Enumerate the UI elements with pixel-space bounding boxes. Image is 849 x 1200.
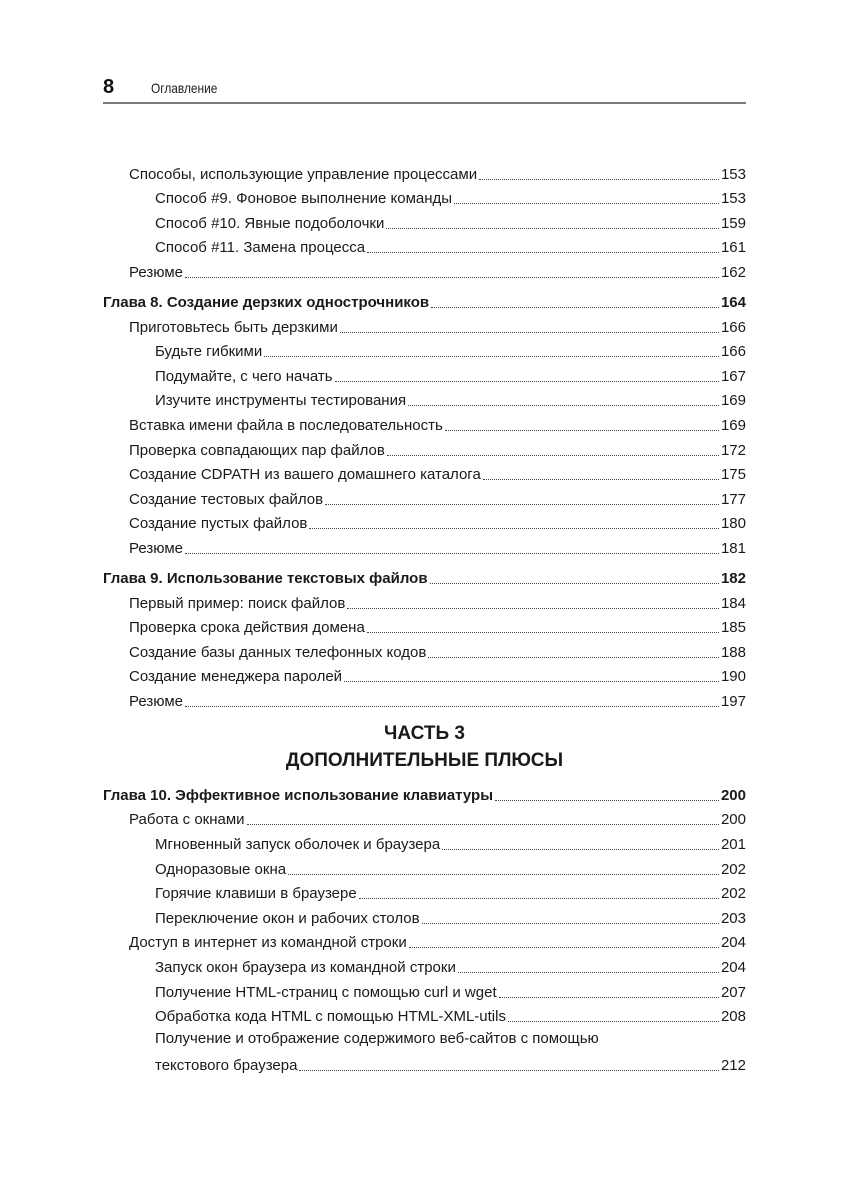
part-title: ДОПОЛНИТЕЛЬНЫЕ ПЛЮСЫ (285, 749, 564, 771)
leader-dots (508, 1021, 719, 1022)
toc-entry[interactable] (103, 953, 746, 978)
toc-section-bottom (103, 776, 746, 1027)
toc-entry[interactable] (103, 638, 746, 663)
toc-chapter-entry[interactable] (103, 776, 746, 806)
toc-entry-page: 153 (720, 190, 746, 208)
toc-entry[interactable] (103, 209, 746, 234)
toc-entry[interactable] (103, 806, 746, 831)
toc-entry-page: 175 (720, 466, 746, 484)
toc-entry-page: 197 (720, 692, 746, 710)
leader-dots (431, 307, 719, 308)
toc-entry-title: Доступ в интернет из командной строки (129, 934, 407, 952)
toc-entry-page: 172 (720, 441, 746, 459)
toc-entry[interactable] (103, 880, 746, 905)
toc-entry[interactable] (103, 614, 746, 639)
leader-dots (340, 332, 719, 333)
toc-entry-page: 162 (720, 263, 746, 281)
leader-dots (325, 504, 719, 505)
toc-entry-page: 180 (720, 515, 746, 533)
toc-entry-page: 164 (720, 293, 746, 311)
header-rule (103, 102, 746, 104)
toc-entry-title: Переключение окон и рабочих столов (155, 909, 420, 927)
leader-dots (386, 228, 719, 229)
toc-chapter-entry[interactable] (103, 559, 746, 589)
leader-dots (430, 583, 719, 584)
part-label: ЧАСТЬ 3 (384, 722, 465, 744)
toc-entry-page: 182 (720, 569, 746, 587)
leader-dots (408, 405, 719, 406)
toc-section-top (103, 160, 746, 712)
toc-entry[interactable] (103, 436, 746, 461)
toc-entry-title: Создание CDPATH из вашего домашнего каталога (129, 466, 481, 484)
leader-dots (442, 849, 719, 850)
toc-entry-title: Запуск окон браузера из командной строки (155, 959, 456, 977)
leader-dots (483, 479, 719, 480)
toc-entry-page: 161 (720, 239, 746, 257)
toc-entry-title: Создание базы данных телефонных кодов (129, 643, 427, 661)
toc-entry[interactable] (103, 313, 746, 338)
toc-chapter-entry[interactable] (103, 283, 746, 313)
toc-entry-page: 166 (720, 343, 746, 361)
toc-entry-title: Подумайте, с чего начать (155, 367, 333, 385)
toc-entry-title: Приготовьтесь быть дерзкими (129, 318, 338, 336)
toc-entry-title-line2: текстового браузера (155, 1057, 298, 1075)
toc-entry[interactable] (103, 461, 746, 486)
toc-entry-page: 202 (720, 860, 746, 878)
toc-entry[interactable] (103, 338, 746, 363)
toc-entry-title-line1: Получение и отображение содержимого веб-сайтов с помощью (155, 1030, 599, 1048)
leader-dots (335, 381, 719, 382)
toc-entry[interactable] (103, 929, 746, 954)
toc-entry[interactable] (103, 258, 746, 283)
leader-dots (288, 874, 719, 875)
toc-entry-title: Первый пример: поиск файлов (129, 594, 346, 612)
leader-dots (309, 528, 719, 529)
toc-entry-page: 200 (720, 786, 746, 804)
leader-dots (422, 923, 719, 924)
page-header (103, 74, 746, 104)
leader-dots (495, 800, 719, 801)
toc-entry[interactable] (103, 510, 746, 535)
toc-entry-title: Глава 8. Создание дерзких однострочников (103, 293, 430, 311)
toc-entry-page: 169 (720, 416, 746, 434)
leader-dots (299, 1070, 719, 1071)
leader-dots (185, 706, 719, 707)
toc-entry-title: Горячие клавиши в браузере (155, 885, 357, 903)
leader-dots (409, 947, 719, 948)
toc-entry-title: Создание пустых файлов (129, 515, 308, 533)
toc-entry-title: Резюме (129, 539, 183, 557)
toc-entry-title: Обработка кода HTML с помощью HTML-XML-utils (155, 1008, 506, 1026)
toc-entry-page: 212 (720, 1057, 746, 1075)
toc-entry-wrapped[interactable] (103, 1027, 746, 1076)
toc-entry-page: 204 (720, 959, 746, 977)
toc-entry-title: Способ #9. Фоновое выполнение команды (155, 190, 453, 208)
leader-dots (454, 203, 719, 204)
toc-entry-page: 159 (720, 214, 746, 232)
toc-entry-title: Создание менеджера паролей (129, 668, 343, 686)
toc-entry-page: 181 (720, 539, 746, 557)
toc-entry-title: Будьте гибкими (155, 343, 263, 361)
toc-entry-title: Получение HTML-страниц с помощью curl и wget (155, 983, 497, 1001)
toc-entry-title: Проверка срока действия домена (129, 619, 365, 637)
leader-dots (359, 898, 719, 899)
toc-entry-page: 167 (720, 367, 746, 385)
toc-entry[interactable] (103, 534, 746, 559)
toc-entry-page: 190 (720, 668, 746, 686)
toc-entry-page: 204 (720, 934, 746, 952)
toc-entry-title: Резюме (129, 692, 183, 710)
toc-entry-page: 207 (720, 983, 746, 1001)
toc-entry-title: Способы, использующие управление процессами (129, 165, 478, 183)
toc-entry[interactable] (103, 663, 746, 688)
leader-dots (445, 430, 719, 431)
toc-entry-title: Создание тестовых файлов (129, 490, 324, 508)
running-title: Оглавление (151, 80, 218, 96)
leader-dots (344, 681, 719, 682)
toc-entry-title: Глава 10. Эффективное использование клавиатуры (103, 786, 494, 804)
toc-entry-title: Вставка имени файла в последовательность (129, 416, 443, 434)
page-number: 8 (103, 76, 115, 98)
toc-entry-title: Глава 9. Использование текстовых файлов (103, 569, 428, 587)
toc-entry[interactable] (103, 485, 746, 510)
leader-dots (428, 657, 719, 658)
toc-entry-title: Способ #10. Явные подоболочки (155, 214, 385, 232)
leader-dots (479, 179, 719, 180)
toc-entry[interactable] (103, 185, 746, 210)
toc-entry[interactable] (103, 234, 746, 259)
toc-entry-page: 184 (720, 594, 746, 612)
toc-entry-page: 208 (720, 1008, 746, 1026)
toc-entry-page: 200 (720, 811, 746, 829)
toc-entry-page: 177 (720, 490, 746, 508)
leader-dots (185, 553, 719, 554)
table-of-contents (103, 160, 746, 1076)
toc-entry-page: 202 (720, 885, 746, 903)
toc-entry[interactable] (103, 978, 746, 1003)
leader-dots (387, 455, 719, 456)
toc-entry[interactable] (103, 589, 746, 614)
toc-entry-title: Проверка совпадающих пар файлов (129, 441, 385, 459)
toc-entry-title: Способ #11. Замена процесса (155, 239, 366, 257)
toc-entry-page: 188 (720, 643, 746, 661)
toc-entry-title: Работа с окнами (129, 811, 245, 829)
toc-entry[interactable] (103, 687, 746, 712)
leader-dots (347, 608, 719, 609)
toc-entry-title: Изучите инструменты тестирования (155, 392, 407, 410)
toc-entry[interactable] (103, 362, 746, 387)
toc-entry[interactable] (103, 411, 746, 436)
toc-entry[interactable] (103, 1003, 746, 1028)
leader-dots (185, 277, 719, 278)
toc-entry-title: Резюме (129, 263, 183, 281)
leader-dots (367, 632, 719, 633)
toc-entry-page: 153 (720, 165, 746, 183)
toc-entry-title: Мгновенный запуск оболочек и браузера (155, 836, 441, 854)
toc-entry-page: 185 (720, 619, 746, 637)
toc-entry[interactable] (103, 387, 746, 412)
leader-dots (499, 997, 719, 998)
toc-entry-page: 203 (720, 909, 746, 927)
toc-entry-page: 201 (720, 836, 746, 854)
leader-dots (264, 356, 719, 357)
toc-entry[interactable] (103, 830, 746, 855)
leader-dots (458, 972, 719, 973)
toc-entry-page: 169 (720, 392, 746, 410)
leader-dots (367, 252, 719, 253)
leader-dots (247, 824, 719, 825)
toc-entry[interactable] (103, 904, 746, 929)
toc-entry[interactable] (103, 855, 746, 880)
toc-entry[interactable] (103, 160, 746, 185)
toc-entry-title: Одноразовые окна (155, 860, 287, 878)
toc-entry-page: 166 (720, 318, 746, 336)
